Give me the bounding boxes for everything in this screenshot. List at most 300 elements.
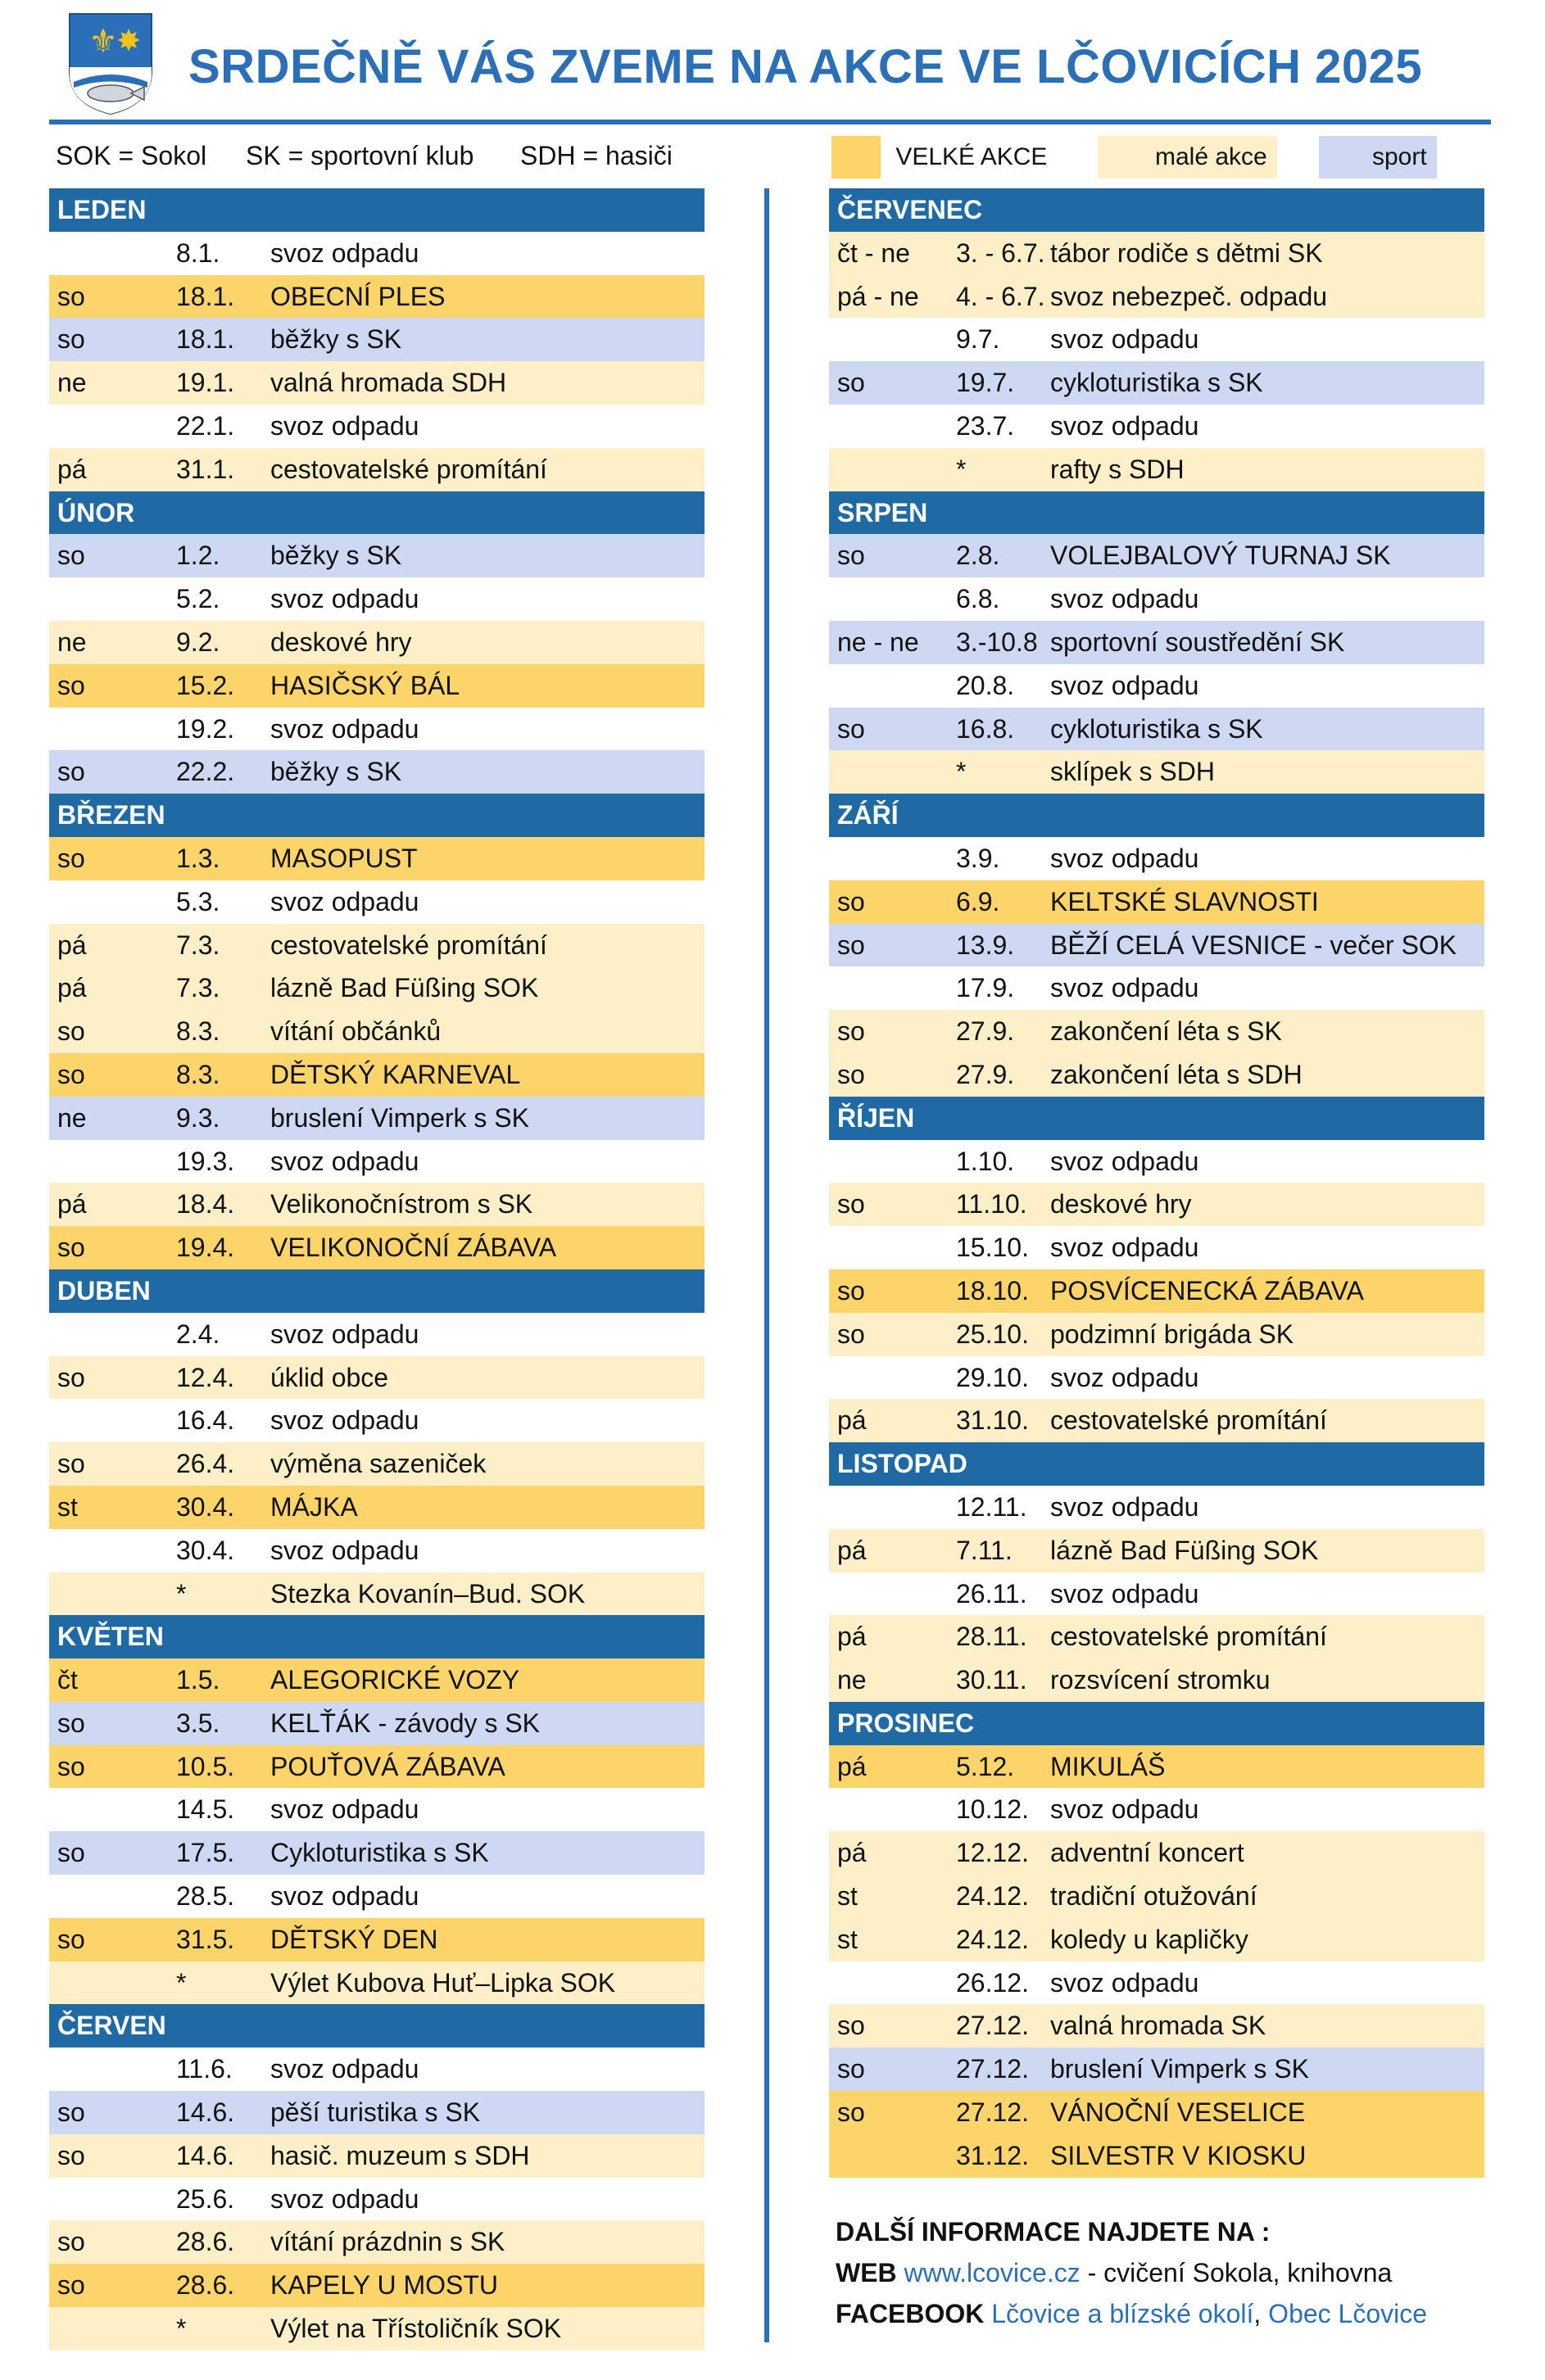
month-header: SRPEN: [829, 491, 1484, 535]
legend-small: [1098, 136, 1277, 179]
event-day: so: [57, 1708, 85, 1738]
event-date: 14.5.: [176, 1794, 235, 1825]
event-date: 18.10.: [956, 1275, 1029, 1305]
event-row: [49, 1529, 705, 1572]
event-row: [829, 1961, 1484, 2005]
event-name: cestovatelské promítání: [270, 930, 547, 960]
event-name: svoz odpadu: [270, 1319, 419, 1349]
event-row: [49, 1053, 705, 1097]
event-day: so: [837, 930, 865, 960]
event-date: 28.6.: [176, 2270, 235, 2301]
event-row: [49, 1097, 705, 1140]
event-date: 24.12.: [956, 1924, 1029, 1954]
event-date: 3.-10.8: [956, 627, 1038, 657]
event-date: 20.8.: [956, 670, 1015, 700]
info-fb-label: FACEBOOK: [836, 2299, 985, 2328]
event-name: cykloturistika s SK: [1050, 713, 1263, 744]
month-header: BŘEZEN: [49, 794, 705, 837]
event-date: 27.9.: [956, 1059, 1015, 1089]
event-row: [49, 1961, 705, 2005]
event-day: so: [837, 1189, 865, 1219]
event-row: [829, 837, 1484, 880]
event-name: MIKULÁŠ: [1050, 1751, 1166, 1781]
info-section: [836, 2211, 1427, 2334]
abbr-sdh: SDH = hasiči: [520, 141, 673, 170]
event-row: [49, 448, 705, 491]
event-name: koledy u kapličky: [1050, 1924, 1248, 1954]
event-name: svoz odpadu: [1050, 1491, 1199, 1522]
event-day: so: [57, 1751, 85, 1781]
event-row: [829, 1010, 1484, 1053]
month-header: LISTOPAD: [829, 1442, 1484, 1486]
event-date: 28.11.: [956, 1622, 1027, 1652]
event-date: 18.1.: [176, 281, 235, 311]
event-name: POSVÍCENECKÁ ZÁBAVA: [1050, 1275, 1364, 1305]
event-date: 23.7.: [956, 410, 1015, 441]
event-day: so: [837, 886, 865, 916]
event-row: [829, 2091, 1484, 2134]
event-row: [829, 1356, 1484, 1400]
event-date: 3.5.: [176, 1708, 220, 1738]
event-row: [49, 1486, 705, 1529]
event-date: 12.11.: [956, 1491, 1027, 1522]
event-day: so: [57, 541, 85, 571]
event-date: 31.1.: [176, 454, 235, 484]
event-name: ALEGORICKÉ VOZY: [270, 1665, 520, 1695]
event-day: so: [57, 1016, 85, 1047]
event-name: svoz odpadu: [1050, 1362, 1199, 1392]
event-day: so: [57, 324, 85, 355]
info-fb-link-1[interactable]: Lčovice a blízské okolí: [991, 2299, 1254, 2328]
event-date: *: [176, 1578, 187, 1609]
event-day: so: [837, 541, 865, 571]
event-date: 31.12.: [956, 2140, 1029, 2170]
event-name: BĚŽÍ CELÁ VESNICE - večer SOK: [1050, 930, 1457, 960]
event-name: svoz odpadu: [270, 1881, 419, 1912]
event-day: so: [57, 1362, 85, 1392]
event-date: 22.2.: [176, 757, 235, 787]
event-row: [49, 1788, 705, 1831]
page-title: SRDEČNĚ VÁS ZVEME NA AKCE VE LČOVICÍCH 2025: [188, 40, 1423, 93]
event-name: lázně Bad Füßing SOK: [1050, 1535, 1319, 1565]
event-row: [829, 1140, 1484, 1183]
event-date: 1.2.: [176, 541, 220, 571]
svg-text:⚜: ⚜: [88, 23, 118, 61]
event-row: [829, 534, 1484, 577]
event-row: [829, 1875, 1484, 1918]
event-row: [829, 1918, 1484, 1961]
event-date: 6.9.: [956, 886, 1000, 916]
event-date: 18.1.: [176, 324, 235, 355]
event-name: běžky s SK: [270, 541, 402, 571]
event-date: *: [176, 2314, 187, 2344]
event-row: [49, 924, 705, 967]
event-name: adventní koncert: [1050, 1838, 1244, 1868]
info-web-label: WEB: [836, 2258, 897, 2287]
event-row: [49, 1572, 705, 1616]
event-name: rozsvícení stromku: [1050, 1665, 1271, 1695]
event-date: *: [176, 1967, 187, 1998]
event-name: rafty s SDH: [1050, 454, 1185, 484]
month-header: ŘÍJEN: [829, 1097, 1484, 1140]
event-date: 14.6.: [176, 2140, 235, 2170]
event-name: HASIČSKÝ BÁL: [270, 670, 460, 700]
event-day: so: [837, 1016, 865, 1047]
event-row: [829, 880, 1484, 924]
event-day: st: [837, 1924, 858, 1954]
event-name: výměna sazeniček: [270, 1449, 487, 1479]
event-row: [49, 577, 705, 621]
event-row: [829, 750, 1484, 794]
event-name: sklípek s SDH: [1050, 757, 1215, 787]
event-name: běžky s SK: [270, 757, 402, 787]
event-date: 8.3.: [176, 1016, 220, 1047]
event-row: [829, 924, 1484, 967]
legend-big: [831, 136, 1057, 179]
event-date: 30.4.: [176, 1491, 235, 1522]
event-row: [49, 621, 705, 664]
event-name: POUŤOVÁ ZÁBAVA: [270, 1751, 505, 1781]
event-day: ne: [57, 627, 87, 657]
event-name: cestovatelské promítání: [1050, 1622, 1327, 1652]
event-date: 19.2.: [176, 713, 235, 744]
event-name: svoz odpadu: [1050, 1578, 1199, 1609]
event-row: [829, 1745, 1484, 1789]
event-date: 17.9.: [956, 973, 1015, 1003]
event-row: [829, 1529, 1484, 1572]
event-date: 7.3.: [176, 930, 220, 960]
event-day: so: [57, 2227, 85, 2257]
event-date: 1.5.: [176, 1665, 220, 1695]
event-name: deskové hry: [270, 627, 412, 657]
event-row: [829, 1658, 1484, 1702]
event-row: [49, 1226, 705, 1269]
event-date: 27.12.: [956, 2011, 1029, 2041]
event-date: 22.1.: [176, 410, 235, 441]
event-row: [49, 2220, 705, 2264]
event-date: 11.10.: [956, 1189, 1027, 1219]
event-date: 8.3.: [176, 1059, 220, 1089]
event-day: so: [57, 1838, 85, 1868]
event-day: pá: [837, 1405, 867, 1436]
event-day: čt - ne: [837, 238, 910, 268]
event-date: 17.5.: [176, 1838, 235, 1868]
event-date: 15.10.: [956, 1233, 1029, 1263]
info-fb-sep: ,: [1253, 2299, 1269, 2328]
event-row: [829, 966, 1484, 1010]
info-web: [836, 2252, 1427, 2293]
event-date: 1.3.: [176, 843, 220, 873]
legend-big-swatch: [831, 136, 881, 179]
event-name: valná hromada SDH: [270, 368, 507, 398]
event-name: KAPELY U MOSTU: [270, 2270, 498, 2301]
event-day: pá: [837, 1751, 867, 1781]
event-row: [49, 1702, 705, 1745]
event-row: [829, 1053, 1484, 1097]
event-date: 8.1.: [176, 238, 220, 268]
event-day: so: [57, 2097, 85, 2128]
info-heading: DALŠÍ INFORMACE NAJDETE NA :: [836, 2217, 1271, 2247]
event-name: MÁJKA: [270, 1491, 358, 1522]
event-name: VELIKONOČNÍ ZÁBAVA: [270, 1233, 557, 1263]
event-name: svoz odpadu: [270, 584, 419, 614]
event-row: [829, 577, 1484, 621]
event-day: st: [837, 1881, 858, 1912]
event-name: svoz odpadu: [270, 1146, 419, 1176]
event-name: svoz odpadu: [1050, 584, 1199, 614]
event-name: svoz odpadu: [270, 1794, 419, 1825]
event-day: st: [57, 1491, 78, 1522]
event-day: so: [837, 1059, 865, 1089]
event-row: [829, 448, 1484, 491]
event-day: so: [57, 2270, 85, 2301]
month-header: LEDEN: [49, 188, 705, 232]
event-name: svoz nebezpeč. odpadu: [1050, 281, 1328, 311]
event-row: [49, 966, 705, 1010]
event-name: svoz odpadu: [1050, 973, 1199, 1003]
event-row: [49, 708, 705, 751]
event-date: 25.6.: [176, 2183, 235, 2214]
event-row: [829, 1399, 1484, 1442]
info-web-link[interactable]: www.lcovice.cz: [904, 2258, 1081, 2287]
event-name: svoz odpadu: [1050, 843, 1199, 873]
event-row: [49, 1010, 705, 1053]
event-day: pá: [57, 930, 87, 960]
event-row: [829, 1183, 1484, 1226]
info-facebook: [836, 2293, 1427, 2334]
event-row: [49, 1313, 705, 1356]
event-row: [829, 2004, 1484, 2047]
event-name: svoz odpadu: [1050, 1794, 1199, 1825]
info-web-rest: - cvičení Sokola, knihovna: [1080, 2258, 1393, 2287]
event-date: 25.10.: [956, 1319, 1029, 1349]
event-date: 2.4.: [176, 1319, 220, 1349]
event-day: ne - ne: [837, 627, 919, 657]
event-date: 11.6.: [176, 2054, 233, 2084]
event-row: [49, 1356, 705, 1400]
event-name: DĚTSKÝ KARNEVAL: [270, 1059, 521, 1089]
event-row: [829, 318, 1484, 361]
event-day: pá - ne: [837, 281, 919, 311]
event-row: [49, 2091, 705, 2134]
event-row: [49, 232, 705, 275]
event-date: 14.6.: [176, 2097, 235, 2128]
event-day: pá: [57, 454, 87, 484]
event-date: 7.3.: [176, 973, 220, 1003]
event-day: pá: [837, 1622, 867, 1652]
event-name: bruslení Vimperk s SK: [270, 1102, 529, 1133]
event-row: [49, 1140, 705, 1183]
event-day: so: [57, 1233, 85, 1263]
event-name: svoz odpadu: [1050, 1967, 1199, 1998]
event-day: so: [57, 2140, 85, 2170]
event-row: [829, 1572, 1484, 1616]
event-row: [49, 750, 705, 794]
event-date: 16.4.: [176, 1405, 235, 1436]
village-crest-logo: [66, 10, 156, 116]
header: [49, 0, 1491, 124]
legend-sport-label: sport: [1372, 143, 1427, 170]
info-fb-link-2[interactable]: Obec Lčovice: [1268, 2299, 1428, 2328]
event-row: [829, 361, 1484, 405]
event-row: [49, 1831, 705, 1875]
event-date: 9.3.: [176, 1102, 220, 1133]
event-date: 26.11.: [956, 1578, 1027, 1609]
event-name: úklid obce: [270, 1362, 389, 1392]
event-day: so: [837, 368, 865, 398]
event-row: [49, 1399, 705, 1442]
legend-big-label: VELKÉ AKCE: [895, 143, 1048, 170]
event-name: cykloturistika s SK: [1050, 368, 1263, 398]
event-date: 10.12.: [956, 1794, 1029, 1825]
event-date: 5.12.: [956, 1751, 1015, 1781]
event-date: 4. - 6.7.: [956, 281, 1045, 311]
event-name: Velikonočnístrom s SK: [270, 1189, 533, 1219]
header-rule: [49, 120, 1491, 124]
event-date: 24.12.: [956, 1881, 1029, 1912]
event-date: 18.4.: [176, 1189, 235, 1219]
event-row: [49, 2307, 705, 2351]
event-day: so: [57, 1449, 85, 1479]
event-date: 9.7.: [956, 324, 1000, 355]
event-name: tábor rodiče s dětmi SK: [1050, 238, 1323, 268]
event-day: pá: [57, 973, 87, 1003]
event-name: KELŤÁK - závody s SK: [270, 1708, 541, 1738]
event-row: [49, 2134, 705, 2178]
month-header: KVĚTEN: [49, 1615, 705, 1658]
event-day: so: [57, 757, 85, 787]
event-row: [49, 664, 705, 708]
event-name: lázně Bad Füßing SOK: [270, 973, 539, 1003]
event-row: [829, 1615, 1484, 1658]
event-row: [49, 275, 705, 319]
event-row: [829, 2047, 1484, 2091]
event-name: hasič. muzeum s SDH: [270, 2140, 530, 2170]
event-name: bruslení Vimperk s SK: [1050, 2054, 1309, 2084]
event-name: tradiční otužování: [1050, 1881, 1257, 1912]
event-name: svoz odpadu: [270, 410, 419, 441]
event-row: [829, 664, 1484, 708]
event-name: cestovatelské promítání: [1050, 1405, 1327, 1436]
event-row: [829, 1486, 1484, 1529]
event-date: 7.11.: [956, 1535, 1013, 1565]
event-row: [49, 1875, 705, 1918]
abbr-sokol: SOK = Sokol: [56, 141, 207, 170]
event-date: 3.9.: [956, 843, 1000, 873]
right-column: [829, 188, 1484, 2178]
event-name: OBECNÍ PLES: [270, 281, 446, 311]
event-name: valná hromada SK: [1050, 2011, 1266, 2041]
abbr-sk: SK = sportovní klub: [246, 141, 474, 170]
event-day: so: [837, 1275, 865, 1305]
event-date: 5.3.: [176, 886, 220, 916]
event-row: [829, 2134, 1484, 2178]
event-row: [829, 1226, 1484, 1269]
event-date: 15.2.: [176, 670, 235, 700]
event-name: svoz odpadu: [1050, 1146, 1199, 1176]
event-date: 5.2.: [176, 584, 220, 614]
event-name: SILVESTR V KIOSKU: [1050, 2140, 1307, 2170]
event-date: 30.4.: [176, 1535, 235, 1565]
event-row: [829, 232, 1484, 275]
month-header: ČERVEN: [49, 2004, 705, 2047]
event-date: 3. - 6.7.: [956, 238, 1045, 268]
event-date: 19.4.: [176, 1233, 235, 1263]
event-date: 9.2.: [176, 627, 220, 657]
event-row: [829, 621, 1484, 664]
event-name: VÁNOČNÍ VESELICE: [1050, 2097, 1306, 2128]
event-day: ne: [57, 368, 87, 398]
event-date: 26.12.: [956, 1967, 1029, 1998]
event-day: pá: [57, 1189, 87, 1219]
event-date: 1.10.: [956, 1146, 1015, 1176]
event-date: 27.12.: [956, 2097, 1029, 2128]
month-header: ÚNOR: [49, 491, 705, 535]
event-row: [49, 1658, 705, 1702]
event-name: svoz odpadu: [270, 886, 419, 916]
event-name: pěší turistika s SK: [270, 2097, 481, 2128]
legend-small-label: malé akce: [1155, 143, 1267, 170]
month-header: DUBEN: [49, 1269, 705, 1313]
event-date: 12.12.: [956, 1838, 1029, 1868]
event-day: pá: [837, 1535, 867, 1565]
event-row: [49, 1918, 705, 1961]
event-date: 29.10.: [956, 1362, 1029, 1392]
event-row: [829, 1269, 1484, 1313]
event-date: 19.3.: [176, 1146, 235, 1176]
event-name: sportovní soustředění SK: [1050, 627, 1345, 657]
event-row: [49, 1745, 705, 1789]
svg-text:✸: ✸: [116, 25, 142, 58]
event-name: Cykloturistika s SK: [270, 1838, 489, 1868]
event-name: svoz odpadu: [270, 2054, 419, 2084]
event-name: svoz odpadu: [270, 2183, 419, 2214]
event-day: ne: [57, 1102, 87, 1133]
event-date: 13.9.: [956, 930, 1015, 960]
event-date: *: [956, 454, 967, 484]
event-date: 12.4.: [176, 1362, 235, 1392]
event-date: 31.10.: [956, 1405, 1029, 1436]
event-date: 27.9.: [956, 1016, 1015, 1047]
event-row: [49, 2264, 705, 2307]
month-header: ČERVENEC: [829, 188, 1484, 232]
event-day: so: [837, 2054, 865, 2084]
event-row: [49, 1442, 705, 1486]
event-date: 10.5.: [176, 1751, 235, 1781]
event-name: svoz odpadu: [270, 238, 419, 268]
event-day: pá: [837, 1838, 867, 1868]
event-name: DĚTSKÝ DEN: [270, 1924, 438, 1954]
event-day: so: [57, 670, 85, 700]
event-date: 16.8.: [956, 713, 1015, 744]
event-date: 28.6.: [176, 2227, 235, 2257]
event-name: svoz odpadu: [270, 1405, 419, 1436]
event-name: běžky s SK: [270, 324, 402, 355]
event-day: so: [57, 1924, 85, 1954]
event-row: [49, 361, 705, 405]
event-date: 28.5.: [176, 1881, 235, 1912]
event-row: [49, 405, 705, 448]
event-day: so: [837, 1319, 865, 1349]
event-row: [829, 1788, 1484, 1831]
event-name: KELTSKÉ SLAVNOSTI: [1050, 886, 1319, 916]
event-name: vítání občánků: [270, 1016, 442, 1047]
event-name: svoz odpadu: [1050, 670, 1199, 700]
event-date: *: [956, 757, 967, 787]
event-row: [49, 318, 705, 361]
event-row: [49, 880, 705, 924]
month-header: ZÁŘÍ: [829, 794, 1484, 837]
